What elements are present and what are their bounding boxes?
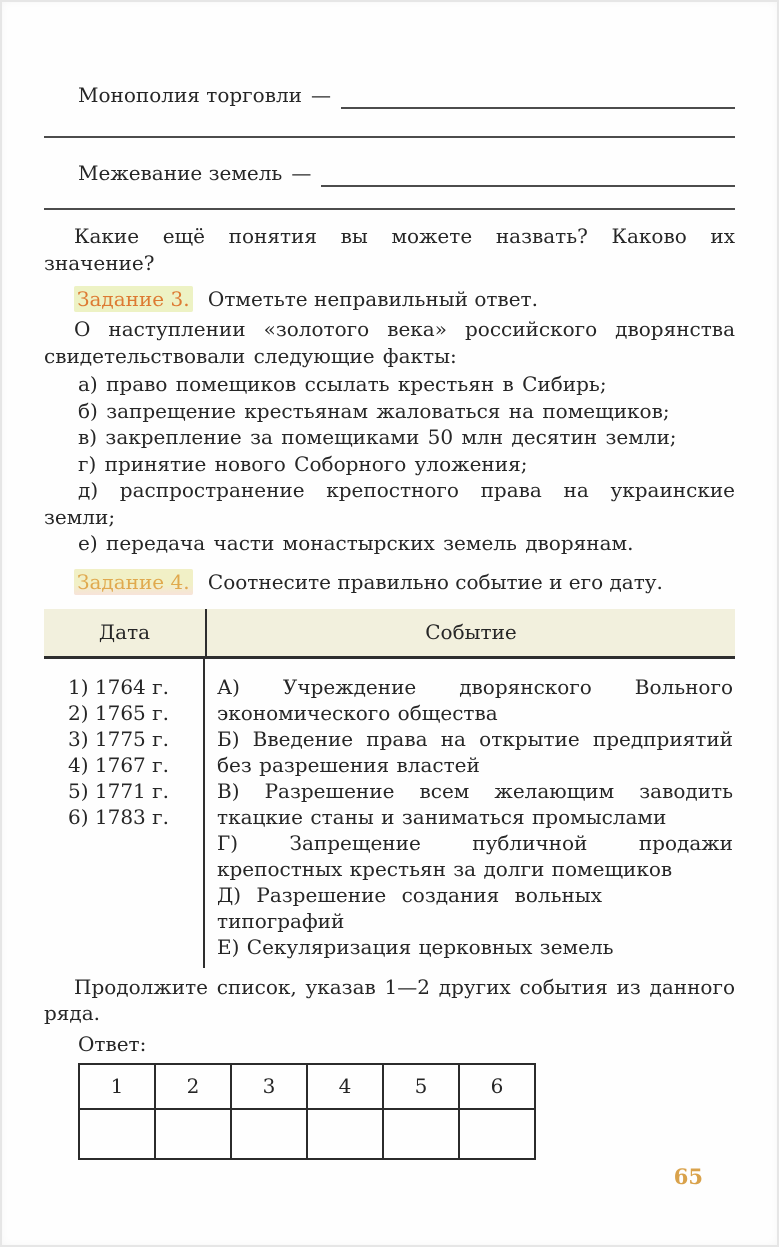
task3-option-d: д) распространение крепостного права на украинские земли; [44, 478, 735, 529]
continue-text: Продолжите список, указав 1—2 других события из данного ряда. [44, 974, 735, 1025]
page-number: 65 [673, 1164, 703, 1189]
event-item: В) Разрешение всем желающим заводить ткацкие станы и заниматься промыслами [217, 778, 733, 829]
event-item: Е) Секуляризация церковных земель [217, 934, 614, 959]
answer-table-number-row [79, 1064, 535, 1109]
match-table-events-column [205, 659, 735, 968]
task3-option-a: а) право помещиков ссылать крестьян в Сибирь; [78, 372, 607, 396]
event-item: А) Учреждение дворянского Вольного экономического общества [217, 674, 733, 725]
event-item: Д) Разрешение создания вольных типографий [217, 882, 602, 933]
match-table-header-date: Дата [44, 609, 207, 656]
answer-cell-number: 2 [155, 1064, 231, 1109]
answer-cell-blank [155, 1109, 231, 1159]
answer-cell-number: 5 [383, 1064, 459, 1109]
fill-in-line-full [44, 136, 735, 138]
answer-cell-blank [79, 1109, 155, 1159]
answer-cell-number: 3 [231, 1064, 307, 1109]
date-item: 4) 1767 г. [68, 752, 169, 777]
definition-term: Межевание земель [78, 161, 283, 185]
task3-label: Задание 3. [74, 286, 193, 312]
event-item: Г) Запрещение публичной продажи крепостных крестьян за долги помещиков [217, 830, 733, 881]
answer-cell-blank [231, 1109, 307, 1159]
answer-cell-number: 6 [459, 1064, 535, 1109]
answer-cell-blank [459, 1109, 535, 1159]
definition-dash: — [311, 83, 331, 107]
task3-option-b: б) запрещение крестьянам жаловаться на помещиков; [78, 398, 670, 423]
answer-cell-number: 1 [79, 1064, 155, 1109]
match-table-header [44, 609, 735, 659]
date-item: 2) 1765 г. [68, 700, 169, 725]
answer-cell-blank [383, 1109, 459, 1159]
task3-intro: О наступлении «золотого века» российского дворянства свидетельствовали следующие факты: [44, 317, 735, 368]
question-text: Какие ещё понятия вы можете назвать? Каково их значение? [44, 224, 735, 275]
answer-cell-number: 4 [307, 1064, 383, 1109]
task3-option-e: е) передача части монастырских земель дворянам. [78, 531, 634, 555]
match-table [44, 609, 735, 968]
answer-table [78, 1063, 536, 1160]
task3-option-g: г) принятие нового Соборного уложения; [78, 451, 528, 476]
event-item: Б) Введение права на открытие предприятий без разрешения властей [217, 726, 733, 777]
task3-heading [44, 286, 735, 313]
fill-in-line [341, 85, 735, 109]
definition-row-monopoly [44, 82, 735, 109]
definition-term: Монополия торговли [78, 83, 302, 107]
definition-dash: — [291, 161, 312, 185]
task3-option-v: в) закрепление за помещиками 50 млн десятин земли; [78, 425, 677, 449]
definition-row-land-survey [44, 160, 735, 187]
match-table-body [44, 659, 735, 968]
answer-table-blank-row [79, 1109, 535, 1159]
date-item: 1) 1764 г. [68, 674, 169, 699]
date-item: 6) 1783 г. [68, 804, 169, 829]
date-item: 3) 1775 г. [68, 726, 169, 751]
page-content [44, 0, 735, 1160]
answer-label: Ответ: [78, 1031, 147, 1056]
date-item: 5) 1771 г. [68, 778, 169, 803]
fill-in-line [321, 163, 735, 187]
task4-instruction: Соотнесите правильно событие и его дату. [207, 569, 663, 594]
task3-instruction: Отметьте неправильный ответ. [207, 287, 538, 311]
task4-label: Задание 4. [74, 569, 193, 595]
match-table-dates-column [44, 659, 205, 968]
fill-in-line-full [44, 208, 735, 210]
answer-cell-blank [307, 1109, 383, 1159]
task4-heading [44, 569, 735, 596]
match-table-header-event: Событие [425, 620, 517, 644]
